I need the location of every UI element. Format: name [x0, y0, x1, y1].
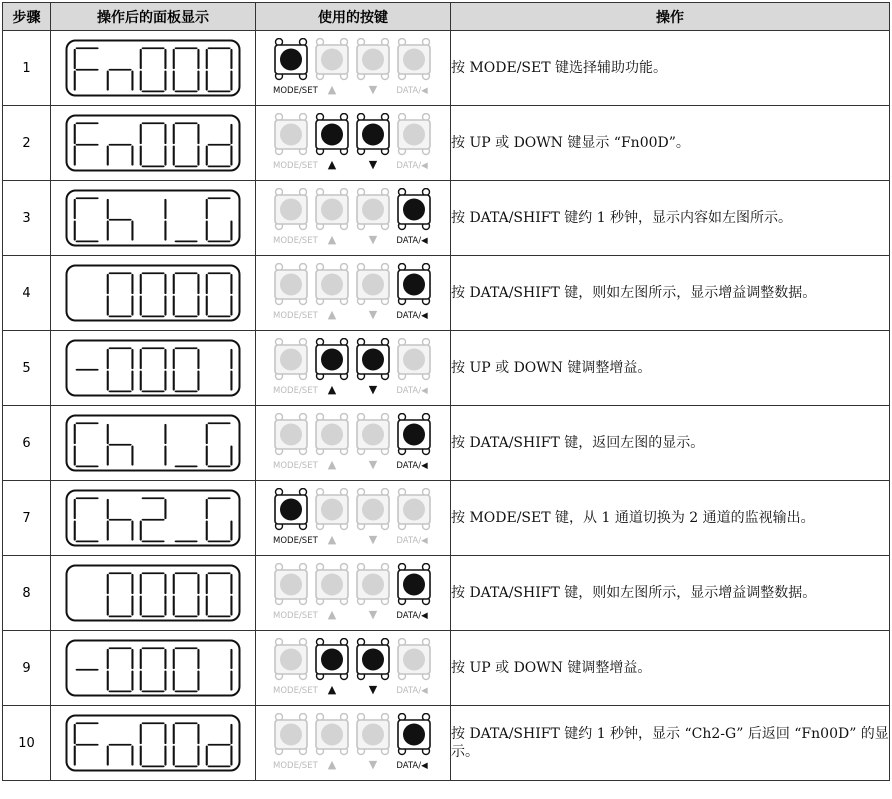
- seven-segment-display: [65, 414, 241, 472]
- digit-cell: [174, 348, 199, 391]
- table-body: [3, 31, 890, 781]
- key-button-icon: [316, 714, 348, 772]
- key-cap: [321, 349, 343, 371]
- digit-cell: [108, 145, 133, 165]
- table-row: [3, 706, 890, 781]
- digit-cell: [207, 498, 232, 541]
- key-button-icon: [396, 264, 430, 322]
- keys-used-cell: [256, 481, 451, 556]
- key-panel: [267, 263, 439, 323]
- key-button-icon: [273, 114, 319, 172]
- digit-cell: [141, 498, 166, 541]
- key-cap: [362, 124, 384, 146]
- key-panel: [267, 563, 439, 623]
- key-button-icon: [273, 264, 319, 322]
- digit-cell: [207, 48, 232, 91]
- digit-cell: [75, 723, 98, 765]
- key-label: MODE/SET: [273, 311, 318, 321]
- key-button-icon: [273, 489, 319, 547]
- key-cap: [403, 49, 425, 71]
- operation-text: 按 DATA/SHIFT 键，返回左图的显示。: [451, 406, 890, 481]
- key-label: MODE/SET: [273, 461, 318, 471]
- panel-display-cell: [51, 556, 256, 631]
- digit-cell: [207, 423, 232, 466]
- keys-used-cell: [256, 706, 451, 781]
- digit-cell: [207, 198, 232, 241]
- digit-cell: [75, 198, 98, 241]
- key-label: DATA/◀: [396, 461, 428, 471]
- key-button-icon: [316, 489, 348, 547]
- seven-segment-display: [65, 489, 241, 547]
- key-cap: [280, 574, 302, 596]
- key-label: ▲: [327, 83, 337, 96]
- key-cap: [321, 649, 343, 671]
- digit-cell: [75, 48, 98, 90]
- key-cap: [362, 424, 384, 446]
- key-cap: [280, 349, 302, 371]
- key-label: ▼: [368, 308, 378, 321]
- key-label: MODE/SET: [273, 611, 318, 621]
- operation-text: 按 DATA/SHIFT 键，则如左图所示，显示增益调整数据。: [451, 556, 890, 631]
- key-cap: [362, 574, 384, 596]
- key-button-icon: [396, 39, 430, 97]
- key-label: ▼: [368, 758, 378, 771]
- digit-cell: [108, 648, 133, 691]
- key-label: ▼: [368, 683, 378, 696]
- key-button-icon: [273, 564, 319, 622]
- digit-cell: [108, 573, 133, 616]
- key-button-icon: [396, 489, 430, 547]
- digit-cell: [75, 423, 98, 466]
- table-row: [3, 631, 890, 706]
- key-button-icon: [357, 489, 389, 547]
- seven-segment-display: [65, 639, 241, 697]
- key-panel: [267, 713, 439, 773]
- digit-cell: [141, 123, 166, 166]
- key-button-icon: [396, 189, 430, 247]
- operation-text: 按 DATA/SHIFT 键约 1 秒钟，显示内容如左图所示。: [451, 181, 890, 256]
- key-button-icon: [273, 339, 319, 397]
- digit-cell: [141, 648, 166, 691]
- seven-segment-display: [65, 264, 241, 322]
- key-label: ▼: [368, 458, 378, 471]
- digit-cell: [141, 48, 166, 91]
- key-button-icon: [357, 339, 389, 397]
- key-cap: [321, 724, 343, 746]
- panel-display-cell: [51, 106, 256, 181]
- key-cap: [321, 199, 343, 221]
- table-row: [3, 556, 890, 631]
- digit-cell: [174, 573, 199, 616]
- key-button-icon: [396, 114, 430, 172]
- key-panel: [267, 338, 439, 398]
- key-label: ▲: [327, 458, 337, 471]
- key-label: DATA/◀: [396, 311, 428, 321]
- key-button-icon: [357, 39, 389, 97]
- key-button-icon: [316, 639, 348, 697]
- digit-cell: [108, 200, 133, 240]
- step-number: 10: [3, 706, 51, 781]
- key-button-icon: [396, 414, 430, 472]
- key-label: ▼: [368, 158, 378, 171]
- key-label: ▲: [327, 233, 337, 246]
- operation-text: 按 DATA/SHIFT 键，则如左图所示，显示增益调整数据。: [451, 256, 890, 331]
- key-button-icon: [316, 564, 348, 622]
- key-panel: [267, 113, 439, 173]
- step-number: 1: [3, 31, 51, 106]
- table-row: [3, 331, 890, 406]
- key-button-icon: [357, 639, 389, 697]
- key-label: ▲: [327, 158, 337, 171]
- digit-cell: [75, 498, 98, 541]
- step-number: 5: [3, 331, 51, 406]
- key-label: ▲: [327, 308, 337, 321]
- key-cap: [403, 274, 425, 296]
- seven-segment-display: [65, 714, 241, 772]
- key-label: ▲: [327, 683, 337, 696]
- key-label: MODE/SET: [273, 761, 318, 771]
- operation-text: 按 MODE/SET 键选择辅助功能。: [451, 31, 890, 106]
- table-row: [3, 256, 890, 331]
- step-number: 3: [3, 181, 51, 256]
- key-cap: [321, 499, 343, 521]
- key-cap: [362, 499, 384, 521]
- keys-used-cell: [256, 331, 451, 406]
- digit-cell: [174, 648, 199, 691]
- key-label: ▲: [327, 533, 337, 546]
- step-number: 6: [3, 406, 51, 481]
- key-panel: [267, 38, 439, 98]
- step-number: 4: [3, 256, 51, 331]
- header-step: 步骤: [3, 3, 51, 31]
- key-cap: [321, 49, 343, 71]
- key-cap: [403, 499, 425, 521]
- seven-segment-display: [65, 189, 241, 247]
- key-cap: [362, 724, 384, 746]
- key-label: ▲: [327, 608, 337, 621]
- key-label: DATA/◀: [396, 611, 428, 621]
- key-label: MODE/SET: [273, 161, 318, 171]
- key-cap: [362, 649, 384, 671]
- key-cap: [280, 274, 302, 296]
- keys-used-cell: [256, 556, 451, 631]
- key-button-icon: [316, 114, 348, 172]
- key-cap: [403, 424, 425, 446]
- digit-cell: [108, 745, 133, 765]
- key-cap: [280, 724, 302, 746]
- panel-display-cell: [51, 481, 256, 556]
- key-panel: [267, 188, 439, 248]
- digit-cell: [108, 70, 133, 90]
- step-number: 2: [3, 106, 51, 181]
- digit-cell: [108, 500, 133, 540]
- digit-cell: [174, 123, 199, 166]
- key-button-icon: [273, 714, 319, 772]
- key-cap: [403, 349, 425, 371]
- key-button-icon: [316, 189, 348, 247]
- key-button-icon: [357, 414, 389, 472]
- key-cap: [321, 574, 343, 596]
- key-cap: [280, 49, 302, 71]
- operation-text: 按 UP 或 DOWN 键调整增益。: [451, 631, 890, 706]
- key-label: MODE/SET: [273, 236, 318, 246]
- keys-used-cell: [256, 406, 451, 481]
- digit-cell: [141, 348, 166, 391]
- key-cap: [362, 199, 384, 221]
- panel-display-cell: [51, 31, 256, 106]
- key-label: MODE/SET: [273, 386, 318, 396]
- keys-used-cell: [256, 106, 451, 181]
- table-row: [3, 406, 890, 481]
- key-button-icon: [357, 114, 389, 172]
- key-cap: [403, 199, 425, 221]
- digit-cell: [207, 573, 232, 616]
- key-label: DATA/◀: [396, 86, 428, 96]
- key-button-icon: [357, 189, 389, 247]
- panel-display-cell: [51, 331, 256, 406]
- key-label: MODE/SET: [273, 686, 318, 696]
- key-label: ▲: [327, 383, 337, 396]
- key-button-icon: [273, 639, 319, 697]
- key-button-icon: [316, 414, 348, 472]
- header-operation: 操作: [451, 3, 890, 31]
- digit-cell: [108, 273, 133, 316]
- digit-cell: [174, 48, 199, 91]
- key-button-icon: [316, 339, 348, 397]
- panel-display-cell: [51, 406, 256, 481]
- step-number: 8: [3, 556, 51, 631]
- operation-text: 按 UP 或 DOWN 键调整增益。: [451, 331, 890, 406]
- key-label: MODE/SET: [273, 536, 318, 546]
- key-cap: [280, 424, 302, 446]
- key-label: ▼: [368, 608, 378, 621]
- key-label: DATA/◀: [396, 161, 428, 171]
- step-number: 7: [3, 481, 51, 556]
- table-row: [3, 481, 890, 556]
- digit-cell: [141, 573, 166, 616]
- key-cap: [280, 499, 302, 521]
- panel-display-cell: [51, 256, 256, 331]
- digit-cell: [207, 725, 232, 767]
- key-panel: [267, 413, 439, 473]
- key-cap: [362, 349, 384, 371]
- key-button-icon: [273, 189, 319, 247]
- digit-cell: [108, 425, 133, 465]
- key-button-icon: [273, 39, 319, 97]
- key-cap: [280, 124, 302, 146]
- key-button-icon: [316, 264, 348, 322]
- key-button-icon: [357, 264, 389, 322]
- keys-used-cell: [256, 31, 451, 106]
- key-label: ▲: [327, 758, 337, 771]
- seven-segment-display: [65, 564, 241, 622]
- key-label: MODE/SET: [273, 86, 318, 96]
- panel-display-cell: [51, 181, 256, 256]
- key-label: ▼: [368, 83, 378, 96]
- seven-segment-display: [65, 114, 241, 172]
- key-button-icon: [396, 339, 430, 397]
- key-button-icon: [357, 564, 389, 622]
- table-row: [3, 181, 890, 256]
- procedure-table: [2, 2, 890, 781]
- digit-cell: [141, 273, 166, 316]
- key-cap: [403, 124, 425, 146]
- key-label: ▼: [368, 533, 378, 546]
- panel-display-cell: [51, 631, 256, 706]
- key-label: DATA/◀: [396, 536, 428, 546]
- key-button-icon: [396, 564, 430, 622]
- key-cap: [403, 649, 425, 671]
- key-cap: [321, 424, 343, 446]
- operation-text: 按 MODE/SET 键，从 1 通道切换为 2 通道的监视输出。: [451, 481, 890, 556]
- key-cap: [362, 274, 384, 296]
- table-row: [3, 106, 890, 181]
- key-panel: [267, 638, 439, 698]
- key-button-icon: [396, 639, 430, 697]
- digit-cell: [75, 123, 98, 165]
- keys-used-cell: [256, 256, 451, 331]
- key-cap: [403, 724, 425, 746]
- key-label: ▼: [368, 383, 378, 396]
- key-button-icon: [396, 714, 430, 772]
- digit-cell: [207, 273, 232, 316]
- key-button-icon: [316, 39, 348, 97]
- key-button-icon: [357, 714, 389, 772]
- keys-used-cell: [256, 631, 451, 706]
- keys-used-cell: [256, 181, 451, 256]
- key-cap: [362, 49, 384, 71]
- digit-cell: [141, 723, 166, 766]
- key-cap: [280, 649, 302, 671]
- header-row: [3, 3, 890, 31]
- key-label: ▼: [368, 233, 378, 246]
- seven-segment-display: [65, 339, 241, 397]
- header-display: 操作后的面板显示: [51, 3, 256, 31]
- key-cap: [321, 274, 343, 296]
- key-label: DATA/◀: [396, 236, 428, 246]
- table-row: [3, 31, 890, 106]
- panel-display-cell: [51, 706, 256, 781]
- seven-segment-display: [65, 39, 241, 97]
- digit-cell: [174, 723, 199, 766]
- key-label: DATA/◀: [396, 761, 428, 771]
- key-panel: [267, 488, 439, 548]
- key-button-icon: [273, 414, 319, 472]
- key-label: DATA/◀: [396, 386, 428, 396]
- key-label: DATA/◀: [396, 686, 428, 696]
- digit-cell: [207, 125, 232, 167]
- operation-text: 按 DATA/SHIFT 键约 1 秒钟，显示 “Ch2-G” 后返回 “Fn00D” 的显示。: [451, 706, 890, 781]
- key-cap: [321, 124, 343, 146]
- header-keys: 使用的按键: [256, 3, 451, 31]
- operation-text: 按 UP 或 DOWN 键显示 “Fn00D”。: [451, 106, 890, 181]
- digit-cell: [108, 348, 133, 391]
- step-number: 9: [3, 631, 51, 706]
- key-cap: [280, 199, 302, 221]
- key-cap: [403, 574, 425, 596]
- digit-cell: [174, 273, 199, 316]
